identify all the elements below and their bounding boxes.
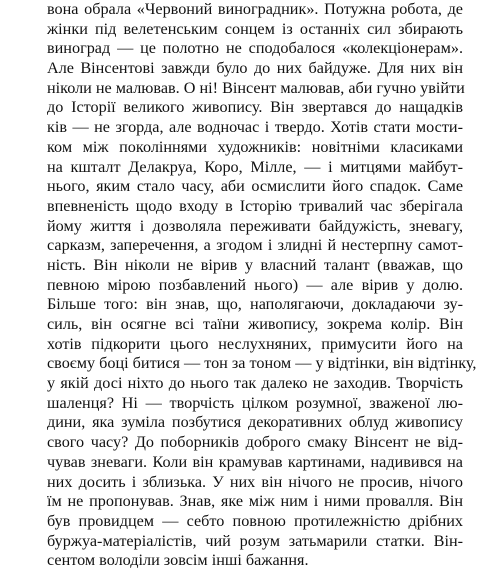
text-line: йому життя і дозволяла переживати байдужість, зневагу, xyxy=(47,216,463,235)
text-line: чував зневаги. Коли він крамував картинами, надивився на xyxy=(47,452,463,471)
text-line: ність. Він ніколи не вірив у власний талант (вважав, що xyxy=(47,255,463,274)
text-line: у якій досі ніхто до нього так далеко не заходив. Творчість xyxy=(47,374,463,393)
text-line: хотів підкорити цього неслухняних, примусити його на xyxy=(47,334,463,353)
text-line: сарказм, заперечення, а згодом і злидні й нестерпну самот- xyxy=(47,236,463,255)
text-line: виноград — це полотно не сподобалося «колекціонерам». xyxy=(47,39,463,58)
text-line: певною мірою позбавлений нього) — але вірив у долю. xyxy=(47,275,463,294)
text-line: вона обрала «Червоний виноградник». Потужна робота, де xyxy=(47,0,463,18)
text-line: був провидцем — себто повною протилежністю дрібних xyxy=(47,511,463,530)
text-line: Але Вінсентові завжди було до них байдуже. Для них він xyxy=(47,59,463,78)
text-line: нього, яким стало часу, аби осмислити його спадок. Саме xyxy=(47,177,463,196)
text-line: ків — не згорда, але водночас і твердо. Хотів стати мости- xyxy=(47,118,463,137)
text-line: Більше того: він знав, що, наполягаючи, докладаючи зу- xyxy=(47,295,463,314)
text-line: ком між поколіннями художників: новітніми класиками xyxy=(47,137,463,156)
text-line: ніколи не малював. О ні! Вінсент малював, аби гучно увійти xyxy=(47,78,465,97)
text-line: їм не пропонував. Знав, яке між ним і ними провалля. Він xyxy=(47,492,463,511)
text-line: шаленця? Ні — творчість цілком розумної, зваженої лю- xyxy=(47,393,463,412)
text-line: на кшталт Делакруа, Коро, Мілле, — і митцями майбут- xyxy=(47,157,463,176)
book-page xyxy=(47,0,477,570)
text-line: дини, яка зуміла позбутися декоративних облуд живопису xyxy=(47,413,463,432)
text-line: сентом володіли зовсім інші бажання. xyxy=(47,551,309,570)
text-line: впевненість щодо входу в Історію тривалий час зберігала xyxy=(47,196,463,215)
text-line: буржуа-матеріалістів, чий розум затьмарили статки. Він- xyxy=(47,531,463,550)
text-line: свого часу? До поборників доброго смаку Вінсент не від- xyxy=(47,433,463,452)
text-line: своєму боці битися — тон за тоном — у відтінки, він відтінку, xyxy=(47,354,477,373)
text-line: до Історії великого живопису. Він звертався до нащадків xyxy=(47,98,463,117)
text-line: них досить і зблизька. У них він нічого не просив, нічого xyxy=(47,472,463,491)
text-line: силь, він осягне всі таїни живопису, зокрема колір. Він xyxy=(47,315,463,333)
text-line: жінки під велетенським сонцем із останніх сил збирають xyxy=(47,19,463,38)
